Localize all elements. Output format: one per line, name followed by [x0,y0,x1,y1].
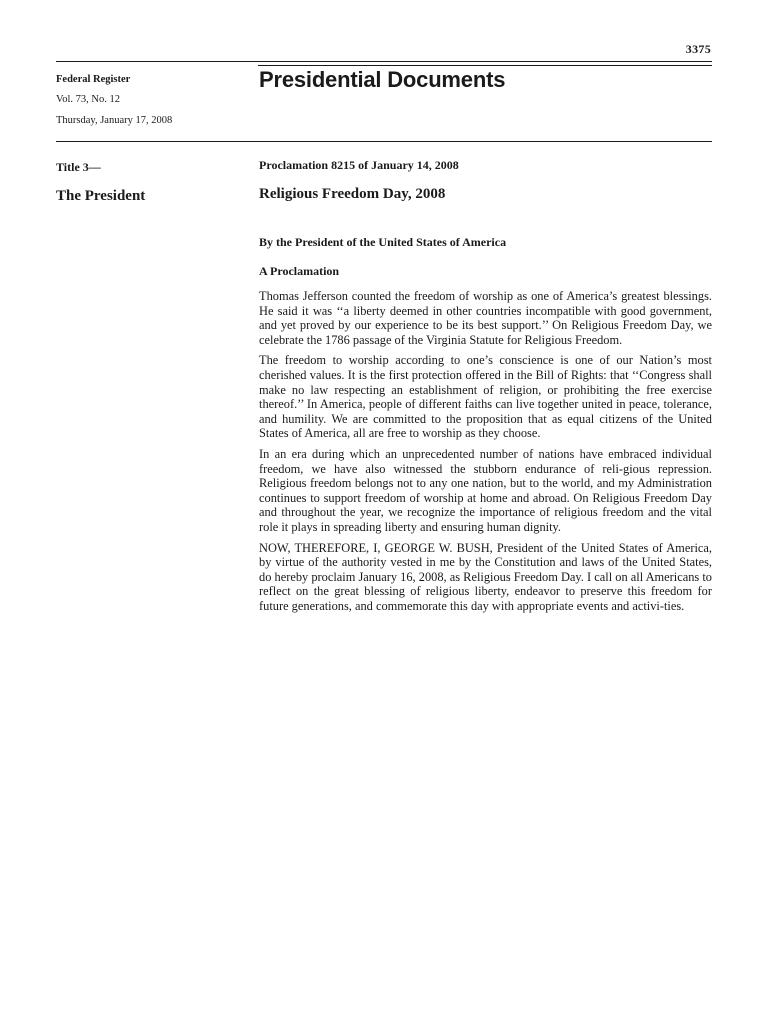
section-title: Presidential Documents [259,67,506,92]
volume-number: Vol. 73, No. 12 [56,94,120,105]
header-rule [56,61,712,62]
paragraph: NOW, THEREFORE, I, GEORGE W. BUSH, President of the United States of America, by virtue of the authority vested in me by the Constitution and laws of the United States, do hereby proclaim January 16, 2008, as Religious Freedom Day. I call on all Americans to reflect on the great blessing of religious liberty, endeavor to preserve this freedom for future generations, and commemorate this day with appropriate events and activi-ties. [259,540,712,613]
proclamation-title: Religious Freedom Day, 2008 [259,186,446,202]
proclamation-body [259,289,712,619]
publication-name: Federal Register [56,74,131,85]
by-line: By the President of the United States of America [259,235,507,249]
proclamation-number: Proclamation 8215 of January 14, 2008 [259,158,459,172]
paragraph: Thomas Jefferson counted the freedom of worship as one of America’s greatest blessings. He said it was ‘‘a liberty deemed in other countries incompatible with good government, and yet proved by our experience to be its best support.’’ On Religious Freedom Day, we celebrate the 1786 passage of the Virginia Statute for Religious Freedom. [259,289,712,347]
header-rule-secondary [258,65,712,66]
page-number: 3375 [685,42,711,56]
proclamation-heading: A Proclamation [259,264,340,278]
title-label: Title 3— [56,160,101,174]
publication-date: Thursday, January 17, 2008 [56,115,173,126]
paragraph: The freedom to worship according to one’s conscience is one of our Nation’s most cherished values. It is the first protection offered in the Bill of Rights: that ‘‘Congress shall make no law respecting an establishment of religion, or prohibiting the free exercise thereof.’’ In America, people of different faiths can live together united in peace, tolerance, and humility. We are committed to the proposition that as equal citizens of the United States of America, all are free to worship as they choose. [259,353,712,441]
paragraph: In an era during which an unprecedented number of nations have embraced individual freedom, we have also witnessed the stubborn endurance of reli-gious repression. Religious freedom belongs not to any one nation, but to the world, and my Administration continues to support freedom of worship at home and abroad. On Religious Freedom Day and throughout the year, we recognize the importance of religious freedom and the vital role it plays in spreading liberty and ensuring human dignity. [259,446,712,534]
title-subtitle: The President [56,188,146,204]
section-rule [56,141,712,142]
